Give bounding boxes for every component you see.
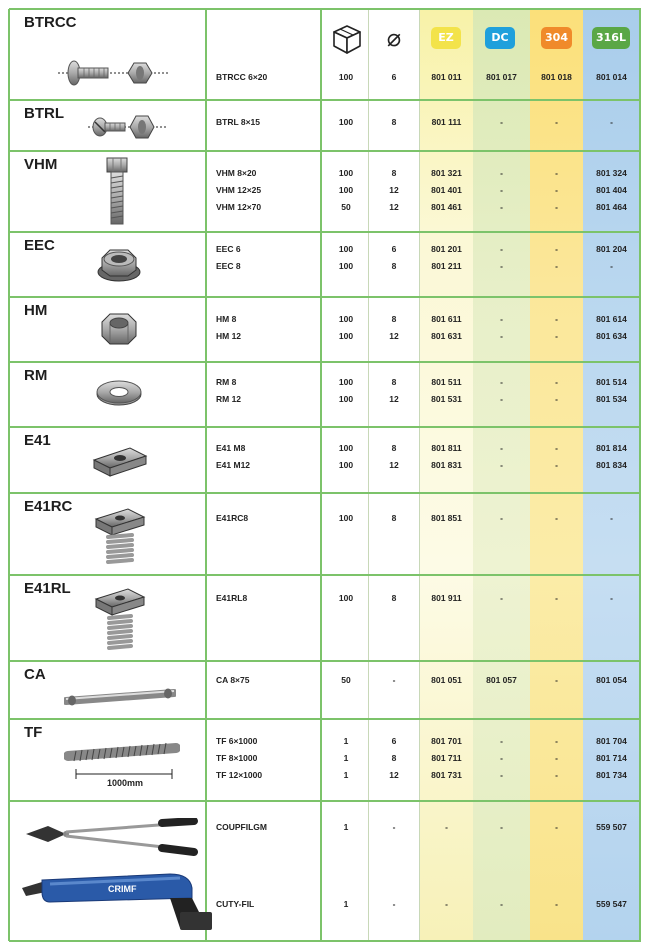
diameter: 8	[391, 117, 397, 127]
s304-code: -	[555, 513, 558, 523]
pack-quantity: 100	[338, 593, 354, 603]
category-label: EEC	[24, 237, 55, 254]
grid-hline	[9, 574, 641, 576]
grid-hline	[9, 660, 641, 662]
ez-code: 801 611	[431, 314, 462, 324]
diameter: 8	[391, 377, 397, 387]
dc-code: -	[500, 753, 503, 763]
product-reference: E41RC8	[216, 513, 249, 523]
product-reference: TF 12×1000	[216, 770, 263, 780]
dc-code: -	[500, 394, 503, 404]
pack-quantity: 1	[343, 753, 349, 763]
product-reference: EEC 6	[216, 244, 241, 254]
ez-code: 801 711	[431, 753, 462, 763]
s316l-badge: 316L	[592, 27, 630, 49]
s304-badge: 304	[541, 27, 572, 49]
s316l-code: 801 464	[596, 202, 627, 212]
pack-quantity: 1	[343, 736, 349, 746]
product-reference: TF 8×1000	[216, 753, 258, 763]
pack-quantity: 100	[338, 261, 354, 271]
pack-quantity: 100	[338, 513, 354, 523]
category-label: HM	[24, 302, 48, 319]
s304-code: -	[555, 314, 558, 324]
s316l-code: 801 704	[596, 736, 627, 746]
pack-quantity: 1	[343, 822, 349, 832]
s316l-code: 801 734	[596, 770, 627, 780]
hex-screw-icon	[104, 156, 130, 228]
ez-code: 801 211	[431, 261, 462, 271]
category-label: E41RC	[24, 498, 73, 515]
diameter: 12	[389, 460, 399, 470]
ez-code: 801 201	[431, 244, 462, 254]
s304-code: 801 018	[541, 72, 572, 82]
pack-quantity: 100	[338, 331, 354, 341]
bolt-cutter-icon	[22, 818, 198, 858]
product-reference: VHM 12×70	[216, 202, 262, 212]
pack-quantity: 100	[338, 168, 354, 178]
ez-code: 801 011	[431, 72, 462, 82]
product-reference: E41 M8	[216, 443, 246, 453]
pack-quantity: 1	[343, 899, 349, 909]
diameter: 12	[389, 331, 399, 341]
s304-code: -	[555, 770, 558, 780]
dc-code: -	[500, 443, 503, 453]
pack-quantity: 100	[338, 244, 354, 254]
s316l-code: 559 507	[596, 822, 627, 832]
s304-code: -	[555, 899, 558, 909]
channel-nut-icon	[90, 440, 150, 478]
s304-code: -	[555, 443, 558, 453]
diameter: 8	[391, 443, 397, 453]
channel-nut-long-spring-icon	[92, 585, 148, 657]
s304-code: -	[555, 822, 558, 832]
s316l-code: 801 814	[596, 443, 627, 453]
dc-code: -	[500, 377, 503, 387]
s316l-code: 801 014	[596, 72, 627, 82]
ez-code: 801 731	[431, 770, 462, 780]
product-reference: E41 M12	[216, 460, 251, 470]
product-reference: BTRL 8×15	[216, 117, 261, 127]
grid-hline	[9, 718, 641, 720]
s304-code: -	[555, 331, 558, 341]
s316l-code: 801 204	[596, 244, 627, 254]
pack-quantity: 100	[338, 394, 354, 404]
product-reference: RM 12	[216, 394, 242, 404]
category-label: BTRCC	[24, 14, 77, 31]
product-reference: CUTY-FIL	[216, 899, 255, 909]
dc-code: 801 057	[486, 675, 517, 685]
s304-code: -	[555, 185, 558, 195]
pack-quantity: 100	[338, 443, 354, 453]
ez-code: 801 321	[431, 168, 462, 178]
product-reference: VHM 12×25	[216, 185, 262, 195]
product-reference: HM 12	[216, 331, 242, 341]
svg-text:CRIMF: CRIMF	[108, 884, 137, 894]
s304-code: -	[555, 244, 558, 254]
dc-code: 801 017	[486, 72, 517, 82]
ez-code: 801 811	[431, 443, 462, 453]
s304-code: -	[555, 736, 558, 746]
diameter: 12	[389, 202, 399, 212]
ez-code: 801 701	[431, 736, 462, 746]
hex-nut-icon	[98, 310, 140, 350]
ez-code: 801 511	[431, 377, 462, 387]
diameter: 12	[389, 770, 399, 780]
product-reference: CA 8×75	[216, 675, 250, 685]
diameter: 6	[391, 244, 397, 254]
diameter: 6	[391, 72, 397, 82]
product-reference: VHM 8×20	[216, 168, 257, 178]
ez-code: 801 401	[431, 185, 462, 195]
s316l-code: 559 547	[596, 899, 627, 909]
product-reference: HM 8	[216, 314, 237, 324]
dc-code: -	[500, 770, 503, 780]
ez-code: 801 461	[431, 202, 462, 212]
tf-dimension-label: 1000mm	[106, 778, 144, 788]
dc-code: -	[500, 261, 503, 271]
pack-quantity: 50	[341, 202, 351, 212]
s316l-code: 801 514	[596, 377, 627, 387]
box-icon	[330, 22, 364, 56]
grid-hline	[9, 940, 641, 942]
category-label: RM	[24, 367, 48, 384]
ez-code: 801 631	[431, 331, 462, 341]
cordless-rod-cutter-icon	[20, 868, 216, 932]
s316l-code: 801 054	[596, 675, 627, 685]
s316l-code: 801 714	[596, 753, 627, 763]
s304-code: -	[555, 394, 558, 404]
product-reference: TF 6×1000	[216, 736, 258, 746]
pack-quantity: 100	[338, 72, 354, 82]
category-label: BTRL	[24, 105, 64, 122]
diameter: -	[392, 822, 396, 832]
dc-code: -	[500, 202, 503, 212]
slotted-bolt-with-nut-icon	[88, 112, 168, 142]
diameter: 8	[391, 261, 397, 271]
product-reference: RM 8	[216, 377, 237, 387]
washer-icon	[95, 378, 143, 408]
dc-code: -	[500, 331, 503, 341]
dc-code: -	[500, 314, 503, 324]
product-reference: COUPFILGM	[216, 822, 267, 832]
diameter: 8	[391, 168, 397, 178]
product-reference: BTRCC 6×20	[216, 72, 268, 82]
diameter: 8	[391, 753, 397, 763]
ez-badge: EZ	[431, 27, 461, 49]
ez-code: -	[445, 899, 448, 909]
pack-quantity: 100	[338, 377, 354, 387]
s316l-code: 801 614	[596, 314, 627, 324]
product-reference: E41RL8	[216, 593, 248, 603]
diameter: -	[392, 899, 396, 909]
s316l-code: -	[610, 117, 613, 127]
s304-code: -	[555, 753, 558, 763]
dc-code: -	[500, 736, 503, 746]
coupling-sleeve-icon	[64, 685, 176, 709]
category-label: VHM	[24, 156, 58, 173]
pack-quantity: 100	[338, 117, 354, 127]
pack-quantity: 100	[338, 460, 354, 470]
grid-hline	[9, 150, 641, 152]
diameter: 8	[391, 593, 397, 603]
channel-nut-short-spring-icon	[92, 505, 148, 569]
dc-code: -	[500, 460, 503, 470]
grid-hline	[9, 99, 641, 101]
diameter: 12	[389, 185, 399, 195]
s304-code: -	[555, 593, 558, 603]
grid-hline	[9, 8, 641, 10]
dc-code: -	[500, 117, 503, 127]
diameter: 8	[391, 314, 397, 324]
s304-code: -	[555, 261, 558, 271]
grid-hline	[9, 492, 641, 494]
product-reference: EEC 8	[216, 261, 241, 271]
ez-code: 801 051	[431, 675, 462, 685]
grid-hline	[9, 231, 641, 233]
pack-quantity: 100	[338, 314, 354, 324]
dc-badge: DC	[485, 27, 515, 49]
s316l-code: 801 404	[596, 185, 627, 195]
s316l-code: 801 834	[596, 460, 627, 470]
s316l-code: -	[610, 513, 613, 523]
s316l-code: 801 634	[596, 331, 627, 341]
s304-code: -	[555, 117, 558, 127]
category-label: E41	[24, 432, 51, 449]
ez-code: 801 851	[431, 513, 462, 523]
pack-quantity: 1	[343, 770, 349, 780]
s316l-code: 801 534	[596, 394, 627, 404]
dc-code: -	[500, 513, 503, 523]
ez-code: -	[445, 822, 448, 832]
dc-code: -	[500, 185, 503, 195]
category-label: CA	[24, 666, 46, 683]
ez-code: 801 531	[431, 394, 462, 404]
dc-code: -	[500, 593, 503, 603]
dc-code: -	[500, 168, 503, 178]
ez-code: 801 111	[431, 117, 462, 127]
diameter: 6	[391, 736, 397, 746]
pack-quantity: 100	[338, 185, 354, 195]
serrated-flange-nut-icon	[96, 244, 142, 284]
s304-code: -	[555, 675, 558, 685]
dc-code: -	[500, 899, 503, 909]
diameter-symbol: ⌀	[386, 24, 402, 52]
s316l-code: -	[610, 593, 613, 603]
category-label: TF	[24, 724, 43, 741]
grid-hline	[9, 426, 641, 428]
ez-code: 801 831	[431, 460, 462, 470]
grid-hline	[9, 361, 641, 363]
grid-hline	[9, 296, 641, 298]
s304-code: -	[555, 460, 558, 470]
s316l-code: -	[610, 261, 613, 271]
dc-code: -	[500, 822, 503, 832]
s304-code: -	[555, 202, 558, 212]
pack-quantity: 50	[341, 675, 351, 685]
diameter: -	[392, 675, 396, 685]
ez-code: 801 911	[431, 593, 462, 603]
round-head-bolt-with-nut-icon	[58, 58, 170, 88]
category-label: E41RL	[24, 580, 71, 597]
grid-hline	[9, 800, 641, 802]
s304-code: -	[555, 168, 558, 178]
diameter: 12	[389, 394, 399, 404]
s304-code: -	[555, 377, 558, 387]
s316l-code: 801 324	[596, 168, 627, 178]
diameter: 8	[391, 513, 397, 523]
dc-code: -	[500, 244, 503, 254]
